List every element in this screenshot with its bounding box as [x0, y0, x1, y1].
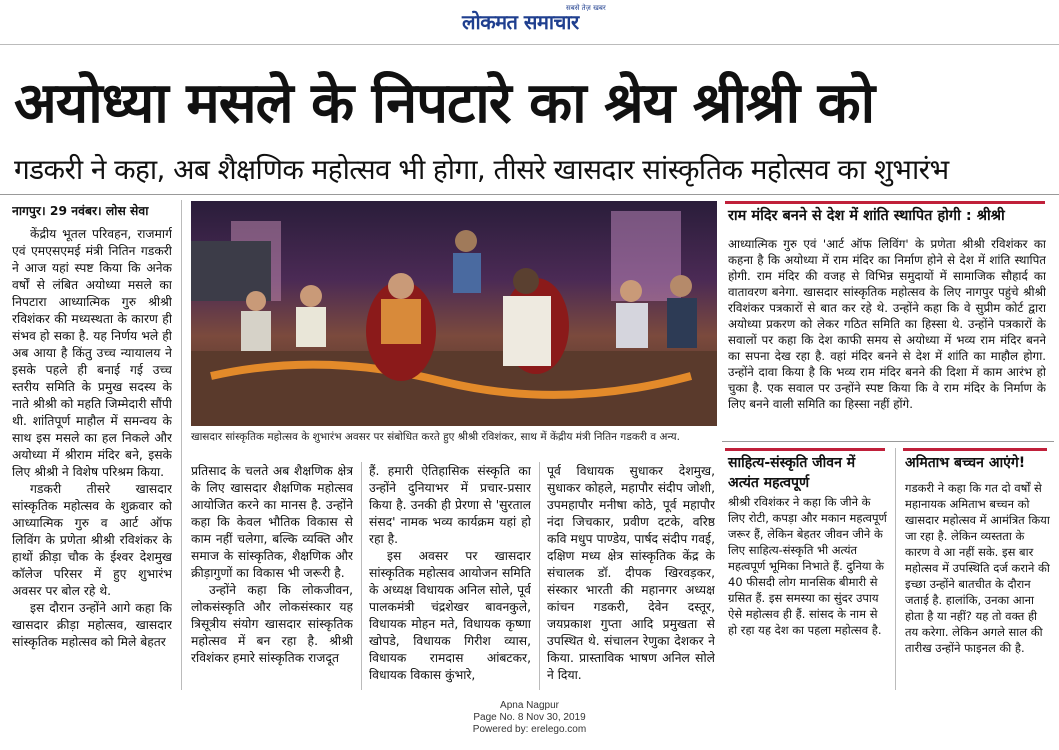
footer-edition: Apna Nagpur	[500, 700, 559, 711]
masthead	[0, 0, 1059, 45]
sidebar-box-title: साहित्य-संस्कृति जीवन में अत्यंत महत्वपूर्ण	[728, 455, 856, 491]
subheadline: गडकरी ने कहा, अब शैक्षणिक महोत्सव भी होगा, तीसरे खासदार सांस्कृतिक महोत्सव का शुभारंभ	[14, 153, 949, 186]
article-column-2	[191, 463, 353, 693]
paragraph: पूर्व विधायक सुधाकर देशमुख, सुधाकर कोहले, महापौर संदीप जोशी, उपमहापौर मनीषा कोठे, पूर्व महापौर नंदा जिचकार, प्रवीण दटके, वरिष्ठ कवि मधुप पाण्डेय, पार्षद संदीप गवई, दक्षिण मध्य क्षेत्र सांस्कृतिक केंद्र के संचालक डॉ. दीपक खिरवड़कर, संस्कार भारती की महानगर अध्यक्ष कांचन गडकरी, देवेन दस्तूर, जयप्रकाश गुप्ता आदि प्रमुखता से उपस्थित थे. संचालन रेणुका देशकर ने किया. प्रास्ताविक भाषण अनिल सोले ने दिया.	[547, 464, 715, 682]
column-divider	[895, 448, 896, 690]
paragraph: इस दौरान उन्होंने आगे कहा कि खासदार क्रीड़ा महोत्सव, खासदार सांस्कृतिक महोत्सव को मिले बेहतर	[12, 601, 172, 649]
article-column-1	[12, 203, 172, 693]
event-photo	[191, 201, 717, 426]
headline: अयोध्या मसले के निपटारे का श्रेय श्रीश्री को	[14, 71, 875, 136]
paragraph: आध्यात्मिक गुरु एवं 'आर्ट ऑफ लिविंग' के प्रणेता श्रीश्री रविशंकर का कहना है कि अयोध्या में राम मंदिर का निर्माण होने से देश में शांति स्थापित होगी. राम मंदिर की वजह से विभिन्न समुदायों में सामाजिक सौहार्द का वातावरण बनेगा. खासदार सांस्कृतिक महोत्सव के लिए नागपुर पहुंचे श्रीश्री रविशंकर पत्रकारों से बात कर रहे थे. उन्होंने कहा कि वे सुप्रीम कोर्ट द्वारा अयोध्या प्रकरण को लेकर गठित समिति का हिस्सा थे. उन्होंने पत्रकारों के सवालों पर कहा कि देश काफी समय से अयोध्या में भव्य राम मंदिर बनने का सपना देख रहा है. वहां मंदिर बनने से देश में शांति का माहौल होगा. उन्होंने दावा किया है कि भव्य राम मंदिर बनने की दिशा में काम आरंभ हो चुका है. एक सवाल पर उन्होंने स्पष्ट किया कि वे राम मंदिर के निर्माण के लिए बनने वाली समिति का हिस्सा नहीं होंगे.	[728, 237, 1046, 411]
box-accent-bar	[725, 448, 885, 451]
paragraph: गडकरी तीसरे खासदार सांस्कृतिक महोत्सव के शुक्रवार को आध्यात्मिक गुरु व आर्ट ऑफ लिविंग के प्रणेता श्रीश्री रविशंकर के हाथों क्रीड़ा चौक के ईश्वर देशमुख कॉलेज परिसर में हुए शुभारंभ अवसर पर बोल रहे थे.	[12, 482, 172, 598]
sidebar-box-text	[905, 480, 1051, 694]
stage-scene-illustration	[191, 201, 717, 426]
paragraph: हैं. हमारी ऐतिहासिक संस्कृति का उन्होंने दुनियाभर में प्रचार-प्रसार किया है. उनकी ही प्रेरणा से 'सुरताल संसद' नामक भव्य कार्यक्रम यहां हो रहा है.	[369, 464, 531, 546]
page-footer	[0, 700, 1059, 736]
column-divider	[539, 462, 540, 690]
newspaper-logo: लोकमत समाचार	[462, 10, 579, 34]
paragraph: गडकरी ने कहा कि गत दो वर्षों से महानायक अमिताभ बच्चन को खासदार महोत्सव में आमंत्रित किया जा रहा है. लेकिन व्यस्तता के कारण वे आ नहीं सके. इस बार महोत्सव में उपस्थिति दर्ज कराने की इच्छा उन्होंने बातचीत के दौरान जताई है. हालांकि, उनका आना होता है या नहीं? यह तो वक्त ही तय करेगा. लेकिन अगले साल की तारीख उन्होंने फाइनल की है.	[905, 481, 1050, 655]
column-divider	[181, 200, 182, 690]
paragraph: उन्होंने कहा कि लोकजीवन, लोकसंस्कृति और लोकसंस्कार यह त्रिसूत्रीय संयोग खासदार सांस्कृतिक महोत्सव में बन रहा है. श्रीश्री रविशंकर हमारे सांस्कृतिक राजदूत	[191, 583, 353, 665]
dateline: नागपुर। 29 नवंबर। लोस सेवा	[12, 204, 149, 218]
paragraph: श्रीश्री रविशंकर ने कहा कि जीने के लिए रोटी, कपड़ा और मकान महत्वपूर्ण जरूर हैं, लेकिन बेहतर जीवन जीने के लिए साहित्य-संस्कृति भी अत्यंत महत्वपूर्ण भूमिका निभाते हैं. दुनिया के 40 फीसदी लोग मानसिक बीमारी से ग्रसित हैं. इस समस्या का सुंदर उपाय ऐसे महोत्सव ही हैं. सांसद के नाम से हो रहा यह देश का पहला महोत्सव है.	[728, 495, 887, 637]
sidebar-box-text	[728, 494, 888, 694]
sidebar-box-title: अमिताभ बच्चन आएंगे!	[905, 455, 1026, 471]
box-accent-bar	[725, 201, 1045, 204]
paragraph: प्रतिसाद के चलते अब शैक्षणिक क्षेत्र के लिए खासदार शैक्षणिक महोत्सव आयोजित करने का मानस है. उन्होंने कहा कि केवल भौतिक विकास से काम नहीं चलेगा, बल्कि व्यक्ति और समाज के सांस्कृतिक, शैक्षणिक और क्रीड़ागुणों का विकास भी जरूरी है.	[191, 464, 353, 580]
sidebar-box-text	[728, 236, 1046, 436]
footer-page-date: Page No. 8 Nov 30, 2019	[473, 712, 586, 723]
footer-powered-by: Powered by: erelego.com	[472, 724, 587, 735]
article-column-4	[547, 463, 715, 693]
newspaper-tagline: सबसे तेज़ खबर	[566, 4, 606, 12]
paragraph: इस अवसर पर खासदार सांस्कृतिक महोत्सव आयोजन समिति के अध्यक्ष विधायक अनिल सोले, पूर्व पालकमंत्री चंद्रशेखर बावनकुले, विधायक मोहन मते, विधायक कृष्णा खोपडे, विधायक गिरीश व्यास, विधायक रामदास आंबटकर, विधायक विकास कुंभारे,	[369, 549, 531, 682]
article-column-3	[369, 463, 531, 693]
column-divider	[361, 462, 362, 690]
photo-caption: खासदार सांस्कृतिक महोत्सव के शुभारंभ अवसर पर संबोधित करते हुए श्रीश्री रविशंकर, साथ में केंद्रीय मंत्री नितिन गडकरी व अन्य.	[191, 431, 680, 443]
box-accent-bar	[903, 448, 1047, 451]
paragraph: केंद्रीय भूतल परिवहन, राजमार्ग एवं एमएसएमई मंत्री नितिन गडकरी ने आज यहां स्पष्ट किया कि अनेक वर्षों से लंबित अयोध्या मसले का निपटारा आध्यात्मिक गुरु श्रीश्री रविशंकर की मध्यस्थता के कारण ही संभव हो सका है. यह निर्णय भले ही अब आया है किंतु उच्च न्यायालय ने इसके पहले ही बनाई गई उच्च स्तरीय समिति के प्रमुख सदस्य के नाते श्रीश्री को महति जिम्मेदारी सौंपी थी. शांतिपूर्ण माहौल में समन्वय के साथ इस मसले का हल निकले और अयोध्या में श्रीराम मंदिर बने, इसके लिए श्रीश्री ने विशेष परिश्रम किया.	[12, 227, 172, 479]
divider	[0, 194, 1059, 195]
sidebar-box-title: राम मंदिर बनने से देश में शांति स्थापित होगी : श्रीश्री	[728, 208, 1005, 224]
divider	[722, 441, 1054, 442]
